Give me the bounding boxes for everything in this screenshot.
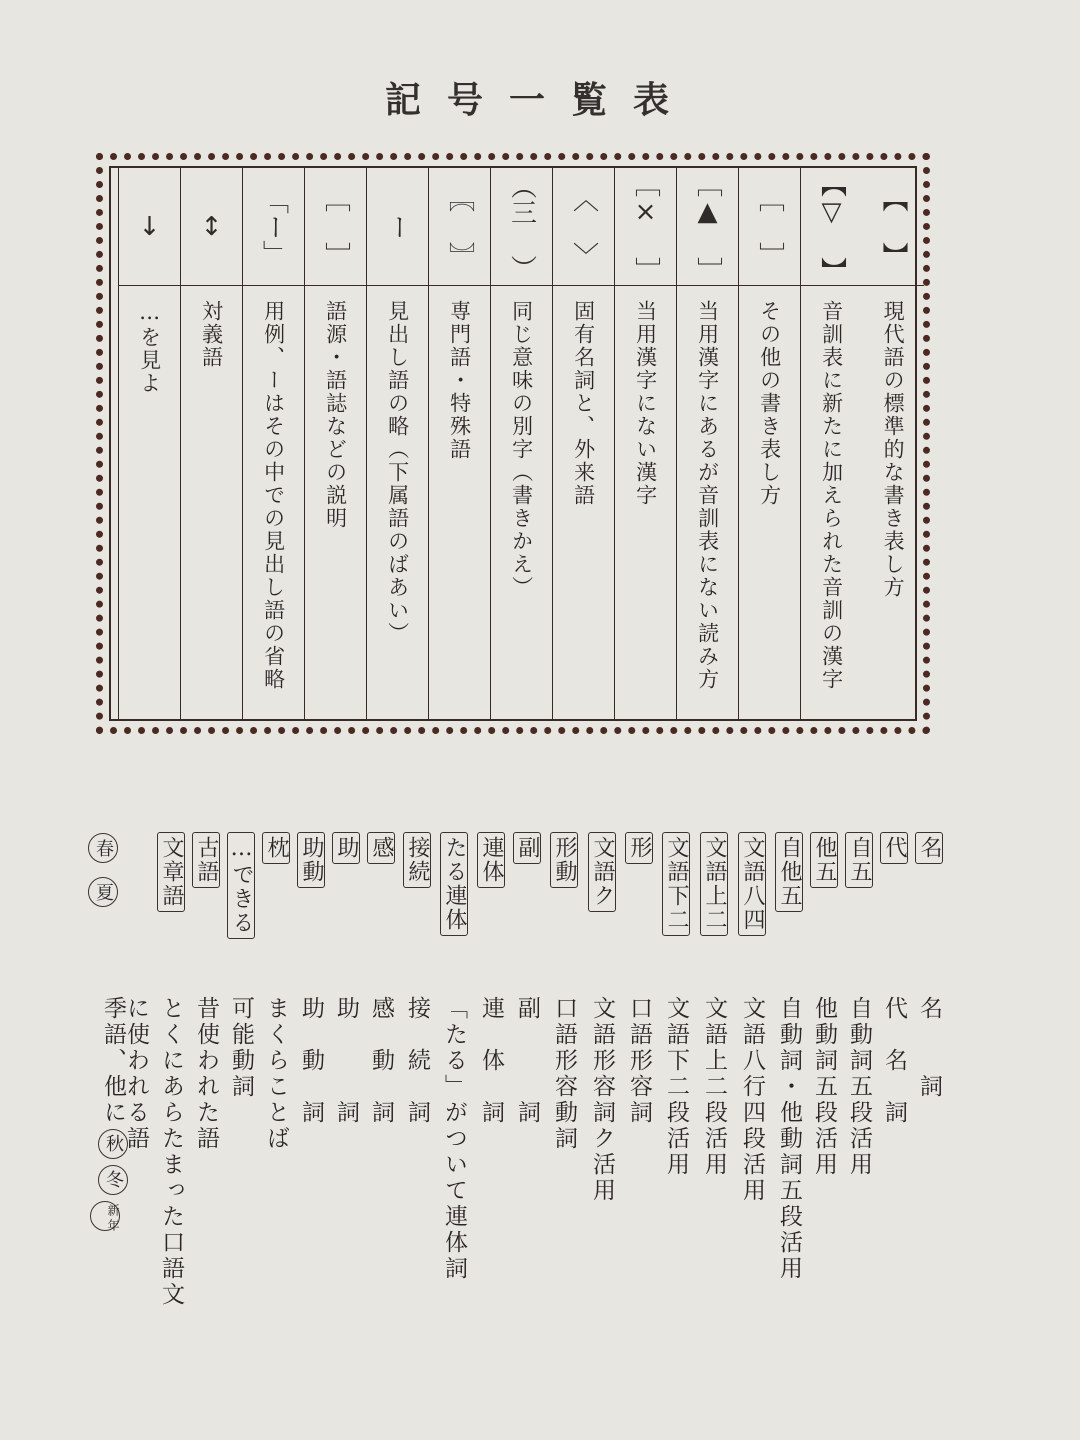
season-symbols [88,830,118,910]
legend-meaning: に使われる語 [123,996,149,1152]
legend-abbreviation: 助 [332,832,360,864]
legend-abbreviation: …できる [227,832,255,939]
legend-abbreviation: 文語ク [588,832,616,912]
legend-meaning: 感 動 詞 [368,996,394,1126]
symbol-mark: 「ー」 [243,168,304,286]
symbol-description: 語源・語誌などの説明 [323,300,348,530]
symbol-mark: 〈 〉 [553,168,614,286]
legend-abbreviation: 助動 [297,832,325,888]
legend-abbreviation: 感 [367,832,395,864]
legend-meaning: 自動詞五段活用 [846,996,872,1178]
symbol-description: 見出し語の略（下属語のばあい） [385,300,410,645]
season-meaning [90,996,128,1234]
legend-meaning: 自動詞・他動詞五段活用 [776,996,802,1282]
symbol-description: 現代語の標準的な書き表し方 [881,300,906,599]
legend-meaning: 口語形容動詞 [551,996,577,1152]
symbol-mark: ー [367,168,428,286]
symbol-mark: ↕ [181,168,242,286]
new-year-badge: 新年 [90,1201,120,1231]
legend-meaning: 他動詞五段活用 [811,996,837,1178]
legend-abbreviation: たる連体 [440,832,468,936]
legend-abbreviation: 形 [625,832,653,864]
legend-abbreviation: 連体 [477,832,505,888]
legend-abbreviation: 形動 [550,832,578,888]
symbol-description: その他の書き表し方 [757,300,782,507]
legend-abbreviation: 代 [880,832,908,864]
legend-abbreviation: 自他五 [775,832,803,912]
symbol-description: …を見よ [137,300,162,395]
symbol-mark: ［ ］ [305,168,366,286]
season-meaning-prefix: 季語、他に [100,996,126,1126]
legend-meaning: 接 続 詞 [404,996,430,1126]
legend-meaning: 文語八行四段活用 [739,996,765,1204]
legend-meaning: 副 詞 [514,996,540,1126]
spring-badge: 春 [88,833,118,863]
symbol-mark: （三 ） [491,168,552,286]
legend-meaning: 文語下二段活用 [663,996,689,1178]
legend-abbreviation: 副 [513,832,541,864]
symbol-mark: ↓ [119,168,180,286]
symbol-description: 対義語 [199,300,224,369]
legend-abbreviation: 自五 [845,832,873,888]
legend-meaning: 名 詞 [916,996,942,1100]
symbol-mark: 〖 〗 [429,168,490,286]
legend-abbreviation: 名 [915,832,943,864]
symbol-mark: ［▲ ］ [677,168,738,286]
legend-meaning: 助 詞 [333,996,359,1126]
legend-meaning: 昔使われた語 [193,996,219,1152]
symbol-description: 固有名詞と、外来語 [571,300,596,507]
legend-abbreviation: 文語下二 [662,832,690,936]
symbol-description: 同じ意味の別字（書きかえ） [509,300,534,599]
legend-abbreviation: 接続 [403,832,431,888]
symbol-description: 当用漢字にない漢字 [633,300,658,507]
legend-meaning: とくにあらたまった口語文 [158,996,184,1308]
legend-meaning: 助 動 詞 [298,996,324,1126]
legend-abbreviation: 文章語 [157,832,185,912]
legend-meaning: 代 名 詞 [881,996,907,1126]
symbol-description: 当用漢字にあるが音訓表にない読み方 [695,300,720,691]
legend-abbreviation: 文語八四 [738,832,766,936]
legend-abbreviation: 他五 [810,832,838,888]
legend-meaning: 口語形容詞 [626,996,652,1126]
legend-abbreviation: 枕 [262,832,290,864]
legend-abbreviation: 文語上二 [700,832,728,936]
legend-meaning: まくらことば [263,996,289,1152]
autumn-badge: 秋 [98,1129,128,1159]
symbol-mark: 【▽ 】 [801,168,862,286]
legend-meaning: 文語上二段活用 [701,996,727,1178]
page-title: 記号一覧表 [384,80,695,121]
symbol-description: 専門語・特殊語 [447,300,472,461]
symbol-mark: 【 】 [862,168,924,286]
symbol-mark: ［ ］ [739,168,800,286]
summer-badge: 夏 [88,877,118,907]
winter-badge: 冬 [98,1165,128,1195]
legend-meaning: 「たる」がついて連体詞 [441,996,467,1282]
symbol-mark: ［× ］ [615,168,676,286]
legend-abbreviation: 古語 [192,832,220,888]
legend-meaning: 文語形容詞ク活用 [589,996,615,1204]
legend-meaning: 可能動詞 [228,996,254,1100]
symbol-description: 用例、ーはその中での見出し語の省略 [261,300,286,691]
symbol-description: 音訓表に新たに加えられた音訓の漢字 [819,300,844,691]
legend-meaning: 連 体 詞 [478,996,504,1126]
